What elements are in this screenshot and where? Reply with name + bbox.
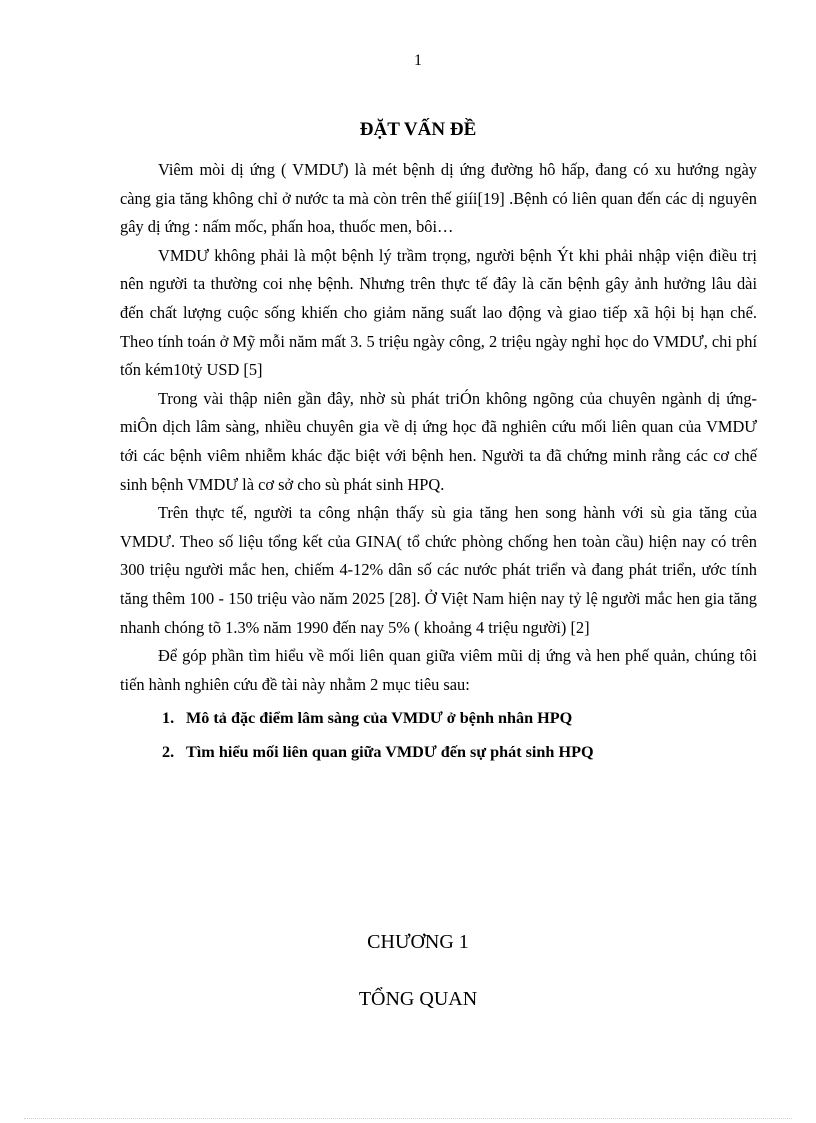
goal-text: Tìm hiểu mối liên quan giữa VMDƯ đến sự phát sinh HPQ <box>186 743 594 762</box>
paragraph: Để góp phần tìm hiểu về mối liên quan giữa viêm mũi dị ứng và hen phế quản, chúng tôi tiến hành nghiên cứu đề tài này nhằm 2 mục tiêu sau: <box>120 646 757 694</box>
chapter-label: CHƯƠNG 1 <box>367 931 469 953</box>
paragraph: Viêm mòi dị ứng ( VMDƯ) là mét bệnh dị ứng đường hô hấp, đang có xu hướng ngày càng gia tăng không chỉ ở nước ta mà còn trên thế giíi[19] .Bệnh có liên quan đến các dị nguyên gây dị ứng : nấm mốc, phấn hoa, thuốc men, bôi… <box>120 160 757 237</box>
body-text <box>120 156 757 769</box>
goal-number: 2. <box>162 743 175 762</box>
paragraph: Trên thực tế, người ta công nhận thấy sù gia tăng hen song hành với sù gia tăng của VMDƯ. Theo số liệu tổng kết của GINA( tổ chức phòng chống hen toàn cầu) hiện nay có trên 300 triệu người mắc hen, chiếm 4-12% dân số các nước phát triển và đang phát triển, ước tính tăng thêm 100 - 150 triệu vào năm 2025 [28]. Ở Việt Nam hiện nay tỷ lệ người mắc hen gia tăng nhanh chóng tõ 1.3% năm 1990 đến nay 5% ( khoảng 4 triệu người) [2] <box>120 503 757 637</box>
chapter-title: TỔNG QUAN <box>358 988 478 1010</box>
goal-text: Mô tả đặc điểm lâm sàng của VMDƯ ở bệnh nhân HPQ <box>186 709 573 728</box>
goal-number: 1. <box>162 709 175 728</box>
paragraph: Trong vài thập niên gần đây, nhờ sù phát triÓn không ngõng của chuyên ngành dị ứng-miÔn dịch lâm sàng, nhiều chuyên gia về dị ứng học đã nghiên cứu mối liên quan của VMDƯ tới các bệnh viêm nhiễm khác đặc biệt với bệnh hen. Người ta đã chứng minh rằng các cơ chế sinh bệnh VMDƯ là cơ sở cho sù phát sinh HPQ. <box>120 388 757 494</box>
goal-item <box>120 735 757 769</box>
section-title: ĐẶT VẤN ĐỀ <box>359 119 477 140</box>
page-bottom-divider <box>24 1118 792 1119</box>
goal-item <box>120 701 757 735</box>
paragraph: VMDƯ không phải là một bệnh lý trầm trọng, người bệnh Ýt khi phải nhập viện điều trị nên người ta thường coi nhẹ bệnh. Nhưng trên thực tế đây là căn bệnh gây ảnh hưởng lâu dài đến chất lượng cuộc sống khiến cho giảm năng suất lao động và giao tiếp xã hội bị hạn chế. Theo tính toán ở Mỹ mỗi năm mất 3. 5 triệu ngày công, 2 triệu ngày nghỉ học do VMDƯ, chi phí tốn kém10tỷ USD [5] <box>120 245 757 380</box>
page-number: 1 <box>414 52 422 69</box>
